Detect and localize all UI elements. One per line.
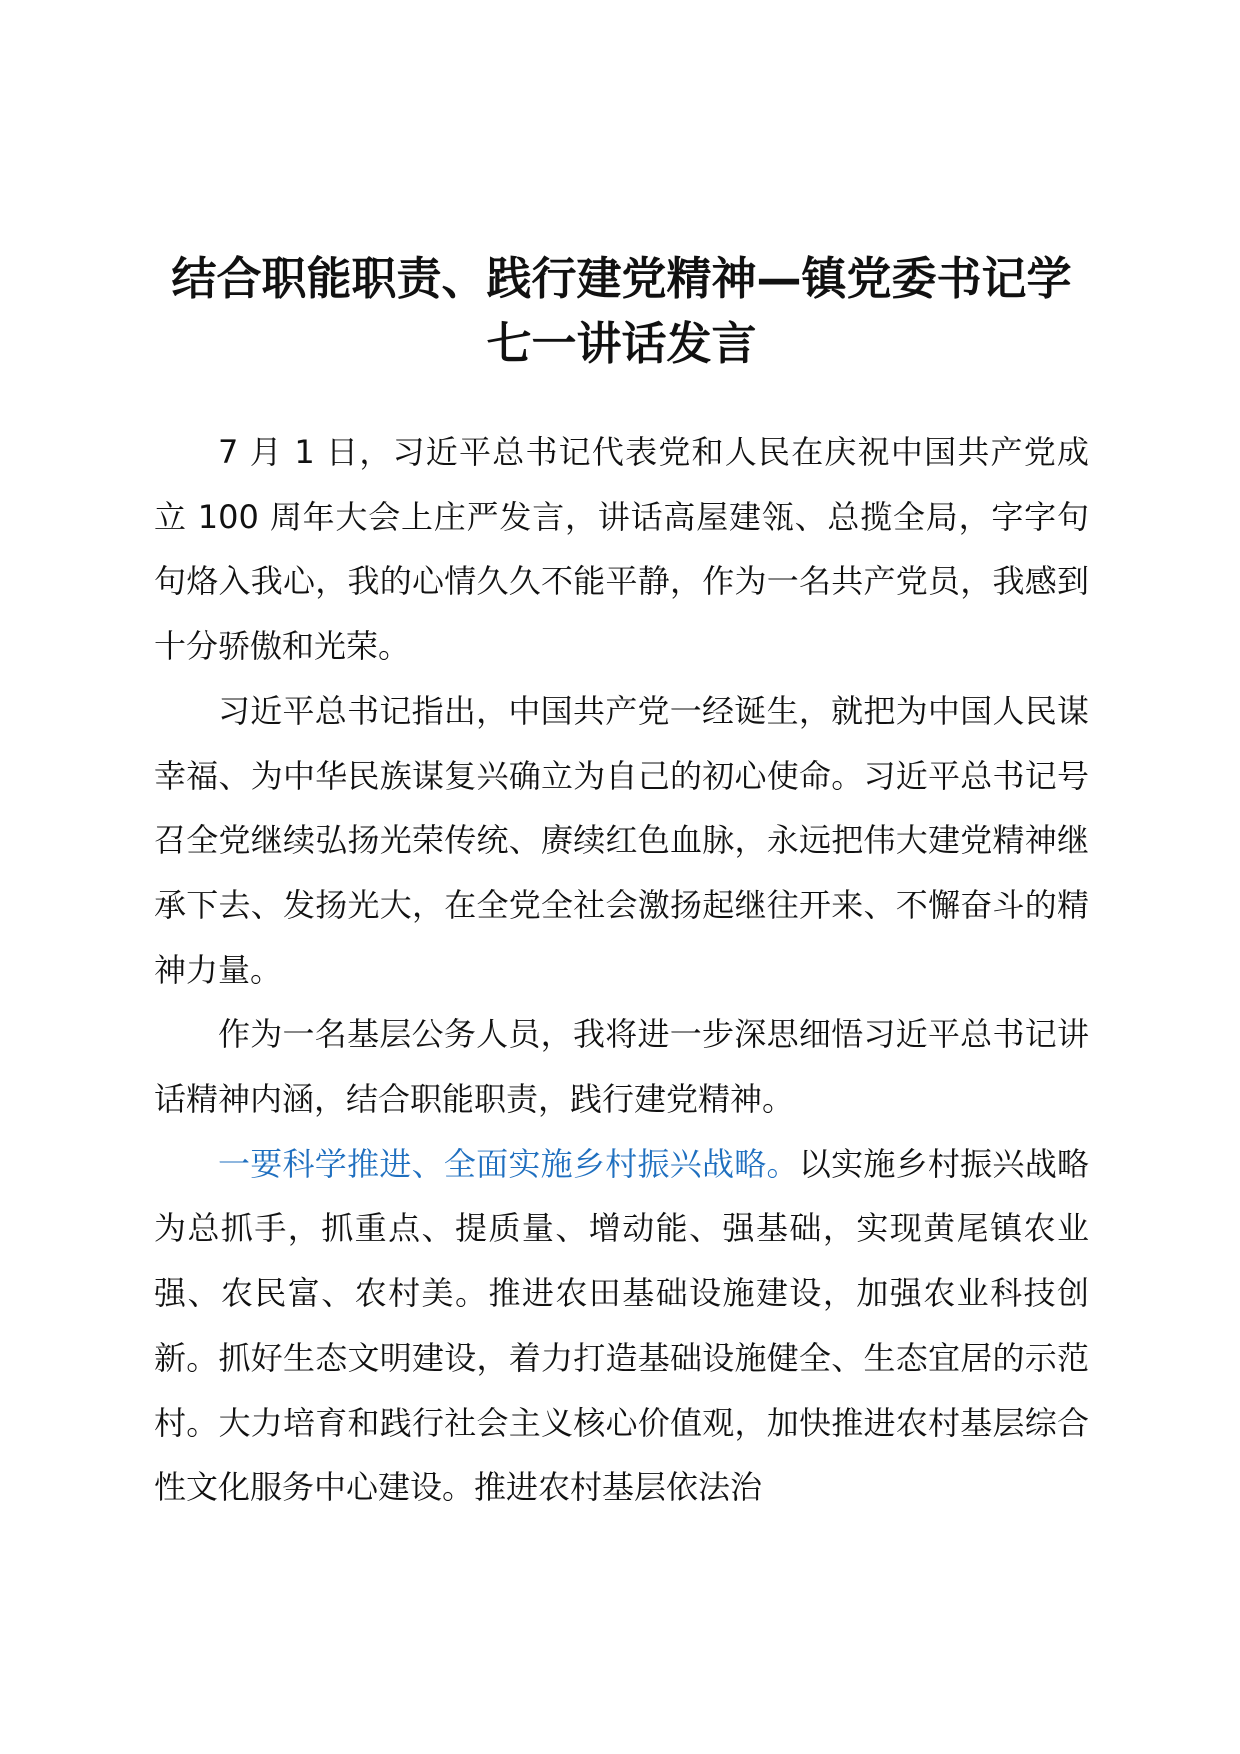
paragraph-4-lead: 一要科学推进、全面实施乡村振兴战略。 — [218, 1144, 799, 1183]
paragraph-2-text: 习近平总书记指出，中国共产党一经诞生，就把为中国人民谋幸福、为中华民族谋复兴确立为自己的初心使命。习近平总书记号召全党继续弘扬光荣传统、赓续红色血脉，永远把伟大建党精神继承下去、发扬光大，在全党全社会激扬起继往开来、不懈奋斗的精神力量。 — [154, 691, 1089, 989]
paragraph-2 — [154, 679, 1089, 1003]
document-title: 结合职能职责、践行建党精神—镇党委书记学七一讲话发言 — [171, 252, 1072, 370]
paragraph-4 — [154, 1132, 1089, 1520]
paragraph-3 — [154, 1002, 1089, 1131]
paragraph-4-text: 以实施乡村振兴战略为总抓手，抓重点、提质量、增动能、强基础，实现黄尾镇农业强、农民富、农村美。推进农田基础设施建设，加强农业科技创新。抓好生态文明建设，着力打造基础设施健全、生态宜居的示范村。大力培育和践行社会主义核心价值观，加快推进农村基层综合性文化服务中心建设。推进农村基层依法治 — [154, 1144, 1089, 1507]
document-page — [154, 246, 1089, 1520]
paragraph-1-text: 7 月 1 日，习近平总书记代表党和人民在庆祝中国共产党成立 100 周年大会上庄严发言，讲话高屋建瓴、总揽全局，字字句句烙入我心，我的心情久久不能平静，作为一名共产党员，我感到十分骄傲和光荣。 — [154, 433, 1089, 666]
document-body — [154, 420, 1089, 1520]
paragraph-1 — [154, 420, 1089, 679]
paragraph-3-text: 作为一名基层公务人员，我将进一步深思细悟习近平总书记讲话精神内涵，结合职能职责，践行建党精神。 — [154, 1015, 1089, 1119]
